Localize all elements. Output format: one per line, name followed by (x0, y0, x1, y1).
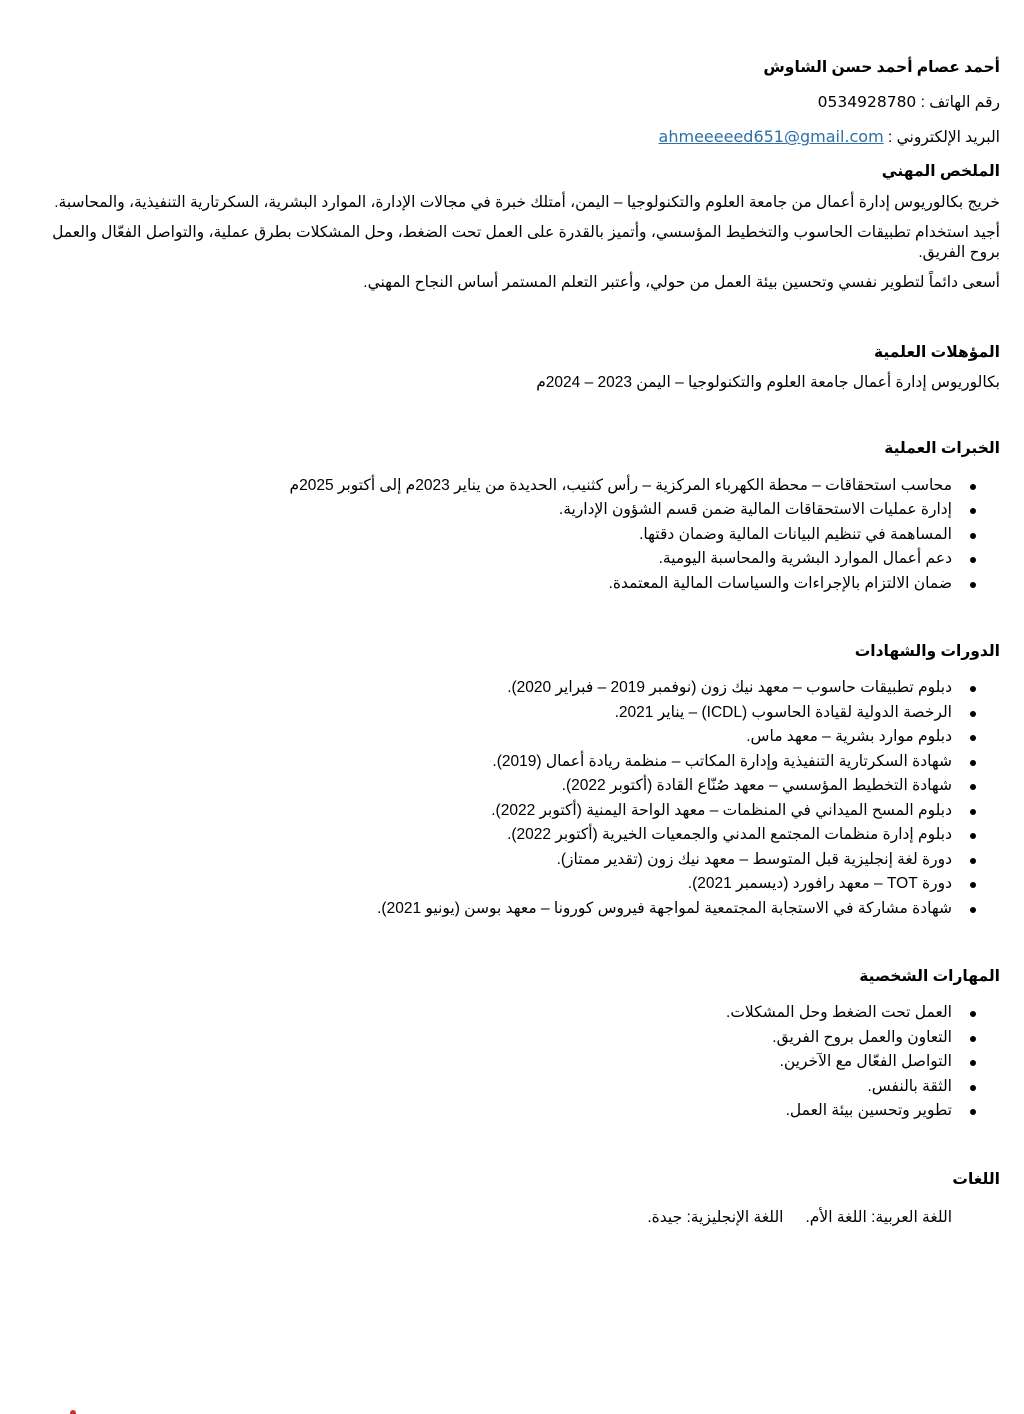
language-arabic: اللغة العربية: اللغة الأم. (805, 1208, 952, 1226)
courses-heading: الدورات والشهادات (854, 643, 1000, 661)
list-item: محاسب استحقاقات – محطة الكهرباء المركزية – رأس كثنيب، الحديدة من يناير 2023م إلى أكتوبر 2025م (24, 474, 976, 499)
email-label: البريد الإلكتروني : (887, 129, 1000, 147)
list-item: دورة TOT – معهد رافورد (ديسمبر 2021). (24, 872, 976, 897)
email-link[interactable]: ahmeeeeed651@gmail.com (658, 127, 884, 147)
experience-list (24, 474, 1000, 597)
resume-page (24, 58, 1000, 1228)
summary-heading: الملخص المهني (881, 163, 1000, 181)
corner-mark (70, 1410, 76, 1414)
experience-heading: الخبرات العملية (884, 440, 1000, 458)
list-item: الرخصة الدولية لقيادة الحاسوب (ICDL) – يناير 2021. (24, 701, 976, 726)
summary-paragraph-1: خريج بكالوريوس إدارة أعمال من جامعة العلوم والتكنولوجيا – اليمن، أمتلك خبرة في مجالات الإدارة، الموارد البشرية، السكرتارية التنفيذية، والمحاسبة. (54, 193, 1000, 211)
list-item: إدارة عمليات الاستحقاقات المالية ضمن قسم الشؤون الإدارية. (24, 498, 976, 523)
language-english: اللغة الإنجليزية: جيدة. (647, 1208, 784, 1226)
list-item: التواصل الفعّال مع الآخرين. (24, 1050, 976, 1075)
list-item: دورة لغة إنجليزية قبل المتوسط – معهد نيك زون (تقدير ممتاز). (24, 848, 976, 873)
email-line (24, 127, 1000, 148)
summary-paragraph-2: أجيد استخدام تطبيقات الحاسوب والتخطيط المؤسسي، وأتميز بالقدرة على العمل تحت الضغط، وحل المشكلات بطرق عملية، والتواصل الفعّال والعمل بروح الفريق. (52, 223, 1000, 261)
list-item: شهادة التخطيط المؤسسي – معهد صُنّاع القادة (أكتوبر 2022). (24, 774, 976, 799)
languages-heading: اللغات (952, 1170, 1000, 1188)
skills-heading: المهارات الشخصية (859, 968, 1000, 986)
list-item: دعم أعمال الموارد البشرية والمحاسبة اليومية. (24, 547, 976, 572)
courses-list (24, 676, 1000, 921)
list-item: تطوير وتحسين بيئة العمل. (24, 1099, 976, 1124)
skills-list (24, 1001, 1000, 1124)
list-item: العمل تحت الضغط وحل المشكلات. (24, 1001, 976, 1026)
phone-label: رقم الهاتف : (920, 94, 1000, 112)
phone-line (24, 92, 1000, 113)
languages-line (24, 1208, 1000, 1228)
list-item: ضمان الالتزام بالإجراءات والسياسات المالية المعتمدة. (24, 572, 976, 597)
summary-paragraph-3: أسعى دائماً لتطوير نفسي وتحسين بيئة العمل من حولي، وأعتبر التعلم المستمر أساس النجاح المهني. (363, 273, 1000, 291)
list-item: المساهمة في تنظيم البيانات المالية وضمان دقتها. (24, 523, 976, 548)
list-item: دبلوم إدارة منظمات المجتمع المدني والجمعيات الخيرية (أكتوبر 2022). (24, 823, 976, 848)
list-item: دبلوم تطبيقات حاسوب – معهد نيك زون (نوفمبر 2019 – فبراير 2020). (24, 676, 976, 701)
list-item: شهادة مشاركة في الاستجابة المجتمعية لمواجهة فيروس كورونا – معهد بوسن (يونيو 2021). (24, 897, 976, 922)
education-line: بكالوريوس إدارة أعمال جامعة العلوم والتكنولوجيا – اليمن 2023 – 2024م (536, 374, 1000, 392)
list-item: التعاون والعمل بروح الفريق. (24, 1026, 976, 1051)
education-heading: المؤهلات العلمية (874, 344, 1000, 362)
phone-value: 0534928780 (817, 93, 917, 112)
list-item: شهادة السكرتارية التنفيذية وإدارة المكاتب – منظمة ريادة أعمال (2019). (24, 750, 976, 775)
full-name: أحمد عصام أحمد حسن الشاوش (763, 59, 1000, 76)
list-item: دبلوم موارد بشرية – معهد ماس. (24, 725, 976, 750)
list-item: الثقة بالنفس. (24, 1075, 976, 1100)
list-item: دبلوم المسح الميداني في المنظمات – معهد الواحة اليمنية (أكتوبر 2022). (24, 799, 976, 824)
